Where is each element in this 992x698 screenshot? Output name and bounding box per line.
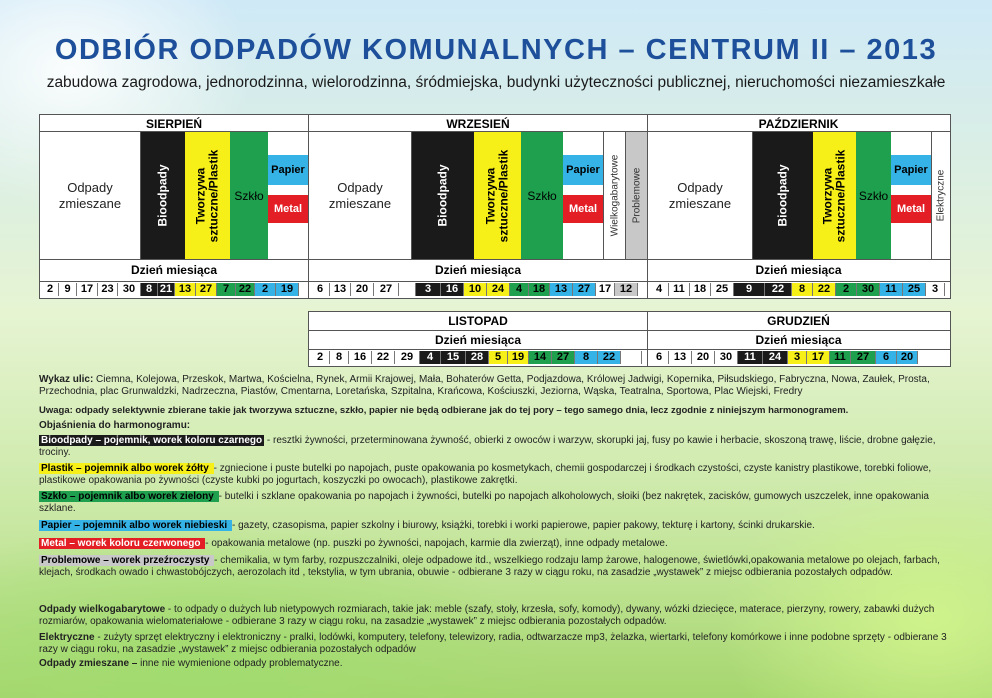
oct-glass: Szkło <box>856 132 891 259</box>
sep-day-cell: 16 <box>441 283 464 296</box>
sep-day-cell: 17 <box>596 283 615 296</box>
nov-day-cell: 14 <box>529 351 552 364</box>
sep-day-cell: 20 <box>351 283 374 296</box>
aug-day-cell: 9 <box>59 283 77 296</box>
dec-days <box>650 351 918 364</box>
sep-metal: Metal <box>563 195 603 223</box>
sep-day-cell: 12 <box>615 283 638 296</box>
sep-day-cell: 27 <box>374 283 399 296</box>
sep-day-cell: 27 <box>573 283 596 296</box>
aug-paper: Papier <box>268 155 308 185</box>
oct-day-cell: 25 <box>711 283 734 296</box>
sep-day-cell: 4 <box>510 283 529 296</box>
sep-day-header: Dzień miesiąca <box>434 263 522 277</box>
oct-days <box>650 283 945 296</box>
sep-bulky: Wielkogabarytowe <box>609 154 620 237</box>
month-grudzien: GRUDZIEŃ <box>767 314 830 328</box>
dec-day-cell: 13 <box>669 351 692 364</box>
nov-day-cell: 16 <box>349 351 372 364</box>
nov-day-cell: 27 <box>552 351 575 364</box>
oct-day-cell: 22 <box>765 283 792 296</box>
aug-metal: Metal <box>268 195 308 223</box>
dec-day-cell: 11 <box>738 351 763 364</box>
aug-day-cell: 23 <box>98 283 118 296</box>
legend-mixed: Odpady zmieszane – inne nie wymienione odpady problematyczne. <box>39 658 343 669</box>
sep-day-cell <box>399 283 416 296</box>
nov-day-header: Dzień miesiąca <box>434 333 522 347</box>
sep-mixed: Odpady zmieszane <box>328 179 392 211</box>
dec-day-cell: 17 <box>807 351 830 364</box>
streets-list: Wykaz ulic: Ciemna, Kolejowa, Przeskok, Martwa, Kościelna, Rynek, Armii Krajowej, Mała, Bohaterów Getta, Podjazdowa, Królowej Jadwigi, Kopernika, Piłsudskiego, Fabryczna, Nowa, Zaułek, Prosta, Przechodnia, plac Grunwaldzki, Nadrzeczna, Piastów, Cmentarna, Loretańska, Szpitalna, Krańcowa, Kościuszki, Jeziorna, Wąska, Teatralna, Sportowa, Plac Wiejski, Fredry <box>39 374 930 397</box>
nov-day-cell: 15 <box>441 351 466 364</box>
nov-day-cell: 28 <box>466 351 489 364</box>
legend-plastic: Plastik – pojemnik albo worek żółty - zgniecione i puste butelki po napojach, puste opakowania po kosmetykach, chemii gospodarczej i środkach czystości, czyste kanistry plastikowe, torebki foliowe, plastikowe opakowania po żywności (czyste kubki po jogurtach, koszyczki po owocach), plastikowe zakrętki. <box>39 463 932 486</box>
dec-day-cell: 30 <box>715 351 738 364</box>
sep-day-cell: 18 <box>529 283 550 296</box>
legend-paper: Papier – pojemnik albo worek niebieski - gazety, czasopisma, papier szkolny i biurowy, książki, torebki i worki papierowe, papier pakowy, tekturę i kartony, ścinki drukarskie. <box>41 520 815 531</box>
aug-day-cell: 22 <box>236 283 255 296</box>
oct-day-cell: 25 <box>903 283 926 296</box>
sep-day-cell: 6 <box>311 283 330 296</box>
nov-day-cell: 8 <box>575 351 598 364</box>
legend-glass: Szkło – pojemnik albo worek zielony - butelki i szklane opakowania po napojach i żywności, butelki po napojach alkoholowych, słoiki (bez nakrętek, zacisków, gumowych uszczelek, inne opakowania szklane. <box>39 491 929 514</box>
nov-day-cell: 29 <box>395 351 420 364</box>
sep-day-cell: 13 <box>330 283 351 296</box>
oct-day-cell: 11 <box>880 283 903 296</box>
nov-day-cell: 8 <box>330 351 349 364</box>
legend-electro: Elektryczne - zużyty sprzęt elektryczny i elektroniczny - pralki, lodówki, komputery, telefony, telewizory, radia, odtwarzacze mp3, żelazka, wiertarki, telefony komórkowe i inne podobne sprzęty - odbierane 3 razy w ciągu roku, na zasadzie „wystawek” z miejsc odbierania pozostałych odpadów <box>39 632 947 655</box>
oct-paper: Papier <box>891 155 931 185</box>
aug-glass: Szkło <box>230 132 268 259</box>
legend-problem: Problemowe – worek przeźroczysty - chemikalia, w tym farby, rozpuszczalniki, oleje odpadowe itd., wszelkiego rodzaju lamp żarowe, halogenowe, świetlówki,opakowania metalowe po olejach, farbach, klejach, środkach owado i chwastobójczych, aerozolach itd , tekstylia, w tym ubrania, obuwie - odbierane 3 razy w ciągu roku, na zasadzie „wystawek” z miejsc odbierania pozostałych odpadów. <box>39 555 940 578</box>
aug-bio: Bioodpady <box>141 132 185 259</box>
dec-day-cell: 20 <box>897 351 918 364</box>
sep-glass: Szkło <box>521 132 563 259</box>
month-pazdziernik: PAŹDZIERNIK <box>758 117 839 131</box>
sep-day-cell: 3 <box>416 283 441 296</box>
nov-day-cell: 22 <box>598 351 621 364</box>
aug-day-cell: 19 <box>276 283 299 296</box>
aug-day-cell: 2 <box>255 283 276 296</box>
aug-day-cell: 7 <box>217 283 236 296</box>
month-wrzesien: WRZESIEŃ <box>446 117 510 131</box>
nov-days <box>311 351 642 364</box>
nov-day-cell: 5 <box>489 351 508 364</box>
oct-day-cell: 22 <box>813 283 836 296</box>
month-sierpien: SIERPIEŃ <box>145 117 202 131</box>
aug-day-cell: 8 <box>141 283 158 296</box>
dec-day-cell: 6 <box>876 351 897 364</box>
nov-day-cell: 19 <box>508 351 529 364</box>
oct-day-cell: 18 <box>690 283 711 296</box>
aug-day-cell: 27 <box>196 283 217 296</box>
warning-note: Uwaga: odpady selektywnie zbierane takie jak tworzywa sztuczne, szkło, papier nie będą odbierane jak do tej pory – tego samego dnia, lecz zgodnie z niniejszym harmonogramem. <box>39 405 849 416</box>
legend-metal: Metal – worek koloru czerwonego - opakowania metalowe (np. puszki po żywności, napojach, karmie dla zwierząt), inne odpady metalowe. <box>41 538 668 549</box>
dec-day-cell: 6 <box>650 351 669 364</box>
legend-bulky: Odpady wielkogabarytowe - to odpady o dużych lub nietypowych rozmiarach, takie jak: meble (szafy, stoły, krzesła, sofy, komody), dywany, wózki dziecięce, materace, pierzyny, rowery, zabawki dużych rozmiarów, opakowania wielomateriałowe - odbierane 3 razy w ciągu roku, na zasadzie „wystawek” z miejsc odbierania pozostałych odpadów. <box>39 604 935 627</box>
aug-day-cell: 17 <box>77 283 98 296</box>
oct-mixed: Odpady zmieszane <box>668 179 732 211</box>
aug-day-header: Dzień miesiąca <box>130 263 218 277</box>
dec-day-cell: 20 <box>692 351 715 364</box>
sep-plastic: Tworzywa sztuczne/Plastik <box>474 132 521 259</box>
sep-day-cell: 24 <box>487 283 510 296</box>
oct-day-cell: 9 <box>734 283 765 296</box>
sep-day-cell: 13 <box>550 283 573 296</box>
dec-day-header: Dzień miesiąca <box>755 333 842 347</box>
oct-plastic: Tworzywa sztuczne/Plastik <box>813 132 856 259</box>
sep-days <box>311 283 638 296</box>
page-title: ODBIÓR ODPADÓW KOMUNALNYCH – CENTRUM II – 2013 <box>54 34 938 66</box>
sep-paper: Papier <box>563 155 603 185</box>
nov-day-cell: 2 <box>311 351 330 364</box>
page-subtitle: zabudowa zagrodowa, jednorodzinna, wielorodzinna, śródmiejska, budynki użyteczności publicznej, nieruchomości niezamieszkałe <box>46 74 946 91</box>
oct-bio: Bioodpady <box>753 132 813 259</box>
nov-day-cell <box>621 351 642 364</box>
oct-day-cell: 4 <box>650 283 669 296</box>
oct-day-header: Dzień miesiąca <box>755 263 842 277</box>
aug-plastic: Tworzywa sztuczne/Plastik <box>185 132 230 259</box>
dec-day-cell: 27 <box>851 351 876 364</box>
sep-bio: Bioodpady <box>412 132 474 259</box>
aug-day-cell: 2 <box>42 283 59 296</box>
dec-day-cell: 11 <box>830 351 851 364</box>
oct-metal: Metal <box>891 195 931 223</box>
dec-day-cell: 24 <box>763 351 788 364</box>
aug-day-cell: 13 <box>175 283 196 296</box>
month-listopad: LISTOPAD <box>448 314 508 328</box>
aug-day-cell: 21 <box>158 283 175 296</box>
oct-day-cell: 11 <box>669 283 690 296</box>
oct-day-cell: 8 <box>792 283 813 296</box>
aug-days <box>42 283 299 296</box>
calendar-top <box>39 114 951 299</box>
nov-day-cell: 22 <box>372 351 395 364</box>
aug-mixed: Odpady zmieszane <box>58 179 122 211</box>
sep-day-cell: 10 <box>464 283 487 296</box>
sep-problem: Problemowe <box>626 132 647 259</box>
oct-day-cell: 3 <box>926 283 945 296</box>
legend-title: Objaśnienia do harmonogramu: <box>39 420 191 431</box>
calendar-bottom <box>308 311 951 367</box>
nov-day-cell: 4 <box>420 351 441 364</box>
dec-day-cell: 3 <box>788 351 807 364</box>
oct-day-cell: 30 <box>857 283 880 296</box>
aug-day-cell: 30 <box>118 283 141 296</box>
oct-day-cell: 2 <box>836 283 857 296</box>
oct-electro: Elektryczne <box>935 169 947 222</box>
legend-bio: Bioodpady – pojemnik, worek koloru czarnego - resztki żywności, przeterminowana żywność, obierki z owoców i warzyw, skorupki jaj, fusy po kawie i herbacie, skoszoną trawę, liście, drobne gałęzie, trociny. <box>39 435 936 458</box>
